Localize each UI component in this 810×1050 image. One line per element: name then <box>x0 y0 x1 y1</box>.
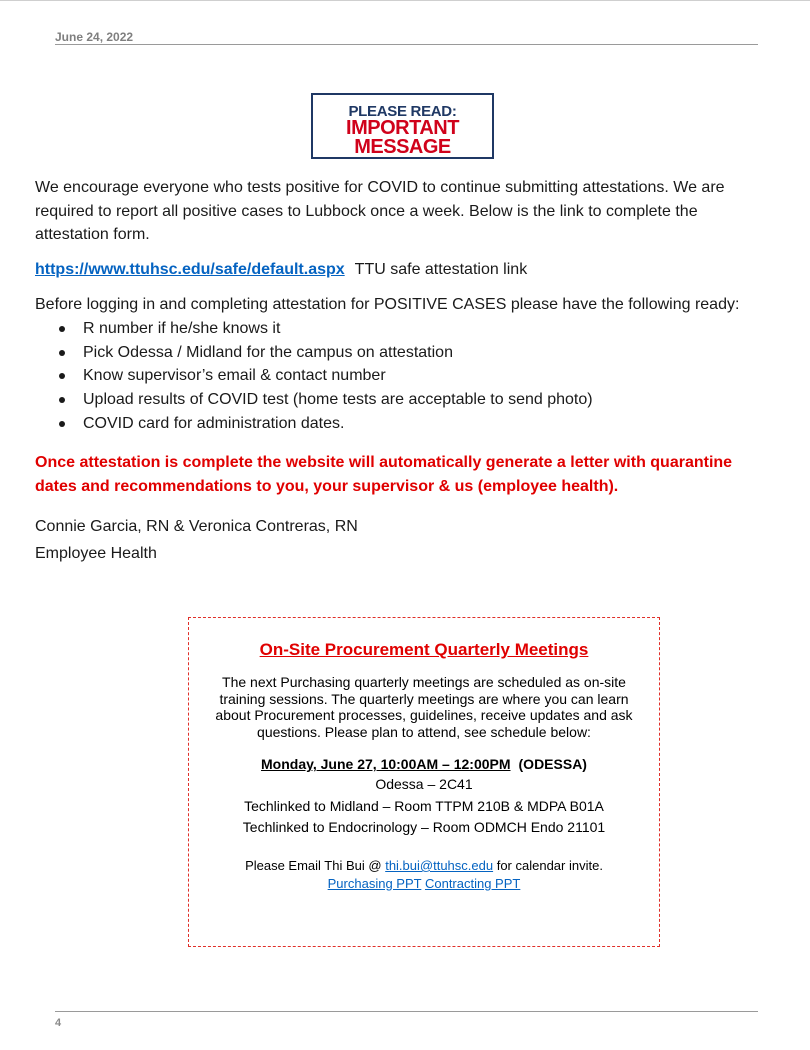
before-logging-paragraph: Before logging in and completing attestation for POSITIVE CASES please have the following ready: <box>35 296 740 313</box>
meeting-location: Techlinked to Endocrinology – Room ODMCH Endo 21101 <box>242 819 606 836</box>
banner-important: IMPORTANT <box>346 117 459 139</box>
purchasing-ppt-link[interactable]: Purchasing PPT <box>327 875 422 891</box>
meeting-title: On-Site Procurement Quarterly Meetings <box>259 640 589 659</box>
meeting-intro: The next Purchasing quarterly meetings are scheduled as on-site training sessions. The quarterly meetings are where you can learn about Procurement processes, guidelines, receive updates and ask questions. Please plan to attend, see schedule below: <box>215 674 633 740</box>
email-prefix: Please Email Thi Bui @ <box>245 857 382 873</box>
meeting-location: Odessa – 2C41 <box>375 776 473 793</box>
email-suffix: for calendar invite. <box>496 857 603 873</box>
bullet-icon <box>59 350 65 356</box>
requirements-list <box>57 317 593 435</box>
list-item-text: Know supervisor’s email & contact number <box>83 367 386 385</box>
meeting-location: Techlinked to Midland – Room TTPM 210B & MDPA B01A <box>244 797 604 814</box>
bullet-icon <box>59 373 65 379</box>
list-item-text: Upload results of COVID test (home tests are acceptable to send photo) <box>83 391 593 409</box>
procurement-meetings-box <box>188 617 660 947</box>
covid-attestation-paragraph: We encourage everyone who tests positive for COVID to continue submitting attestations. We are required to report all positive cases to Lubbock once a week. Below is the link to complete the attestation form. <box>35 179 725 243</box>
email-link[interactable]: thi.bui@ttuhsc.edu <box>385 857 494 873</box>
important-message-banner <box>311 93 494 159</box>
list-item-text: COVID card for administration dates. <box>83 414 345 432</box>
header-rule <box>55 44 758 45</box>
ppt-links <box>189 875 659 893</box>
signature: Connie Garcia, RN & Veronica Contreras, RN <box>35 518 358 535</box>
contracting-ppt-link[interactable]: Contracting PPT <box>424 875 521 891</box>
banner-please-read: PLEASE READ: <box>348 103 457 120</box>
list-item <box>57 388 593 412</box>
list-item <box>57 317 593 341</box>
banner-message: MESSAGE <box>354 136 451 158</box>
attestation-link-description: TTU safe attestation link <box>354 261 528 278</box>
page-number: 4 <box>55 1017 62 1029</box>
list-item-text: Pick Odessa / Midland for the campus on attestation <box>83 343 453 361</box>
meeting-date-line <box>189 756 659 772</box>
email-invite-line <box>189 857 659 875</box>
list-item <box>57 341 593 365</box>
attestation-complete-note: Once attestation is complete the website will automatically generate a letter with quarantine dates and recommendations to you, your supervisor & us (employee health). <box>35 454 733 495</box>
list-item <box>57 364 593 388</box>
meeting-date-location: (ODESSA) <box>518 756 587 773</box>
header-date: June 24, 2022 <box>55 30 134 44</box>
list-item <box>57 412 593 436</box>
bullet-icon <box>59 397 65 403</box>
meeting-date: Monday, June 27, 10:00AM – 12:00PM <box>261 756 511 773</box>
page-top-border <box>0 0 810 1</box>
footer-rule <box>55 1011 758 1012</box>
bullet-icon <box>59 421 65 427</box>
attestation-link-line <box>35 258 775 282</box>
list-item-text: R number if he/she knows it <box>83 320 281 337</box>
attestation-link[interactable]: https://www.ttuhsc.edu/safe/default.aspx <box>35 261 345 278</box>
bullet-icon <box>59 326 65 332</box>
department-name: Employee Health <box>35 545 157 562</box>
